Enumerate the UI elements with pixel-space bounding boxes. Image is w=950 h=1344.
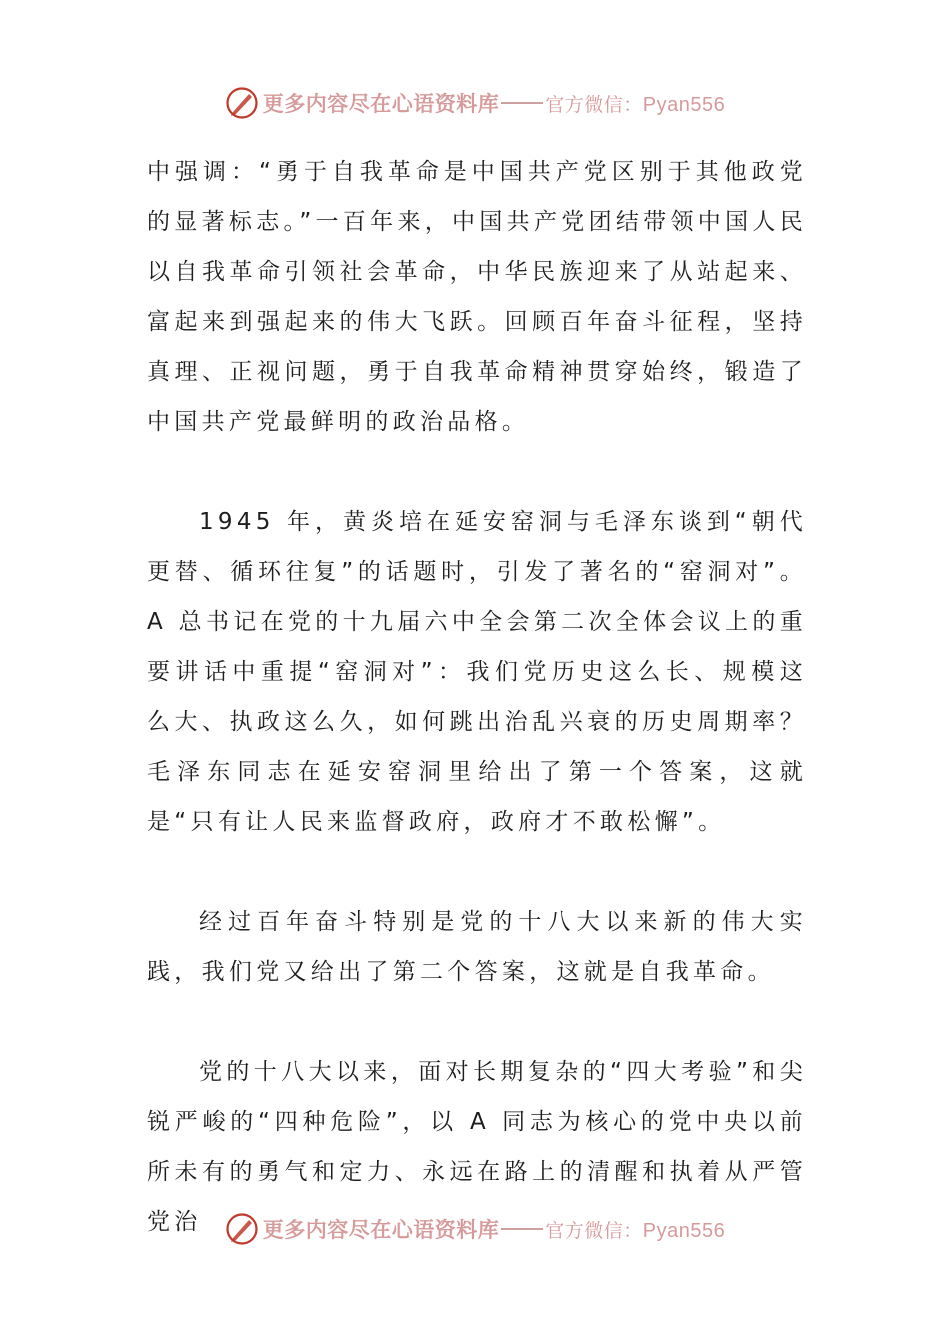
- header-watermark: [0, 83, 950, 123]
- document-body: [147, 147, 807, 1247]
- header-brand: 更多内容尽在心语资料库 官方微信：Pyan556: [262, 91, 726, 116]
- paragraph-3: 经过百年奋斗特别是党的十八大以来新的伟大实践，我们党又给出了第二个答案，这就是自我革命。: [147, 909, 807, 985]
- paragraph-2: 1945 年，黄炎培在延安窑洞与毛泽东谈到“朝代更替、循环往复”的话题时，引发了著名的“窑洞对”。A 总书记在党的十九届六中全会第二次全体会议上的重要讲话中重提“窑洞对”：我们党历史这么长、规模这么大、执政这么久，如何跳出治乱兴衰的历史周期率？毛泽东同志在延安窑洞里给出了第一个答案，这就是“只有让人民来监督政府，政府才不敢松懈”。: [147, 509, 807, 835]
- paragraph-1: 中强调：“勇于自我革命是中国共产党区别于其他政党的显著标志。”一百年来，中国共产党团结带领中国人民以自我革命引领社会革命，中华民族迎来了从站起来、富起来到强起来的伟大飞跃。回顾百年奋斗征程，坚持真理、正视问题，勇于自我革命精神贯穿始终，锻造了中国共产党最鲜明的政治品格。: [147, 159, 807, 435]
- paragraph-4: 党的十八大以来，面对长期复杂的“四大考验”和尖锐严峻的“四种危险”，以 A 同志为核心的党中央以前所未有的勇气和定力、永远在路上的清醒和执着从严管党治: [147, 1059, 807, 1235]
- footer-watermark: [0, 1209, 950, 1249]
- footer-brand: 更多内容尽在心语资料库 官方微信：Pyan556: [262, 1217, 726, 1242]
- pen-logo-icon: [225, 86, 259, 120]
- pen-logo-icon: [225, 1212, 259, 1246]
